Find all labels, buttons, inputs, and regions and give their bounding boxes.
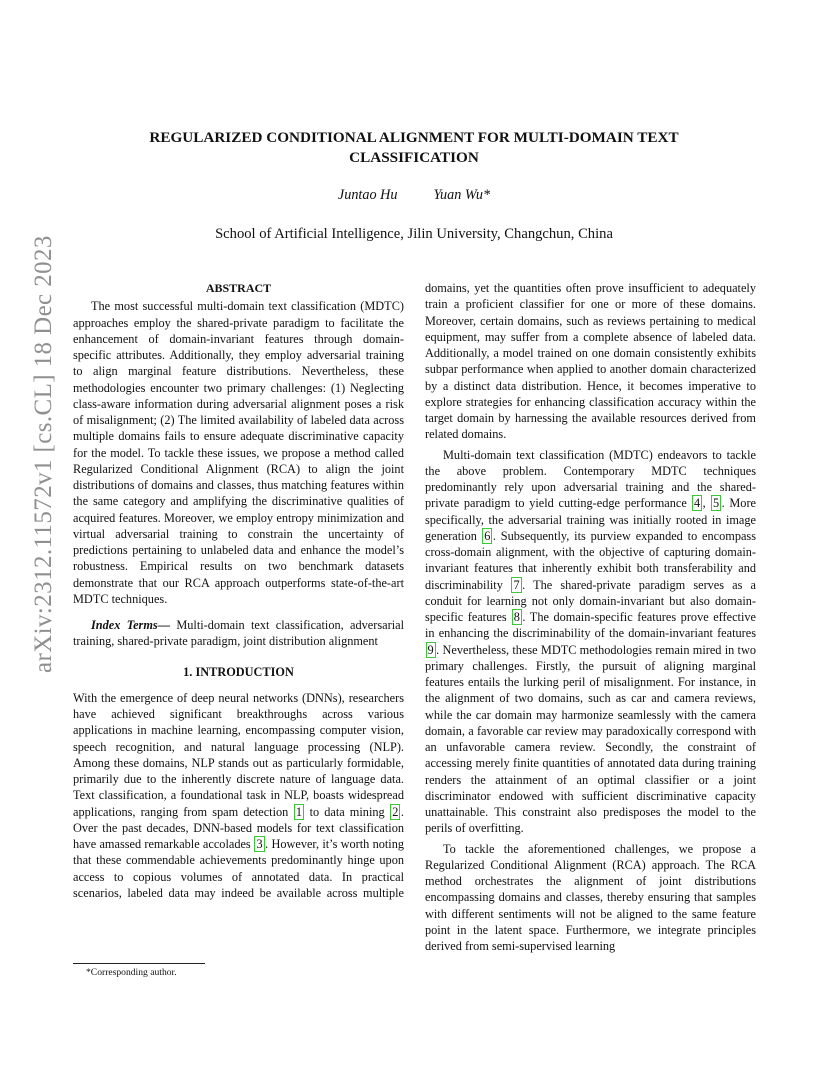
section-heading: 1. INTRODUCTION <box>183 664 294 679</box>
citation-link[interactable]: 6 <box>484 528 491 543</box>
author-list <box>0 187 828 204</box>
author-name: Juntao Hu <box>337 187 398 203</box>
text-run: . Over the past decades, DNN-based models for text classification have amassed remarkable accolades <box>73 804 404 851</box>
footnote: *Corresponding author. <box>86 967 177 978</box>
right-column <box>425 280 756 954</box>
intro-paragraph-1 <box>73 690 404 901</box>
text-run: . Nevertheless, these MDTC methodologies remain mired in two primary challenges. Firstly, the pursuit of aligning marginal features entails the lurking peril of misalignment. For instance, in the alignment of two domains, such as car and camera reviews, while the car domain may harmonize seamlessly with the camera domain, a favorable car review may paradoxically correspond with an unfavorable camera review. Secondly, the constraint of accessing merely finite quantities of annotated data during training renders the attainment of an optimal classifier or a joint discriminator endowed with sufficient discriminative capacity unattainable. This constraint also predisposes the model to the perils of overfitting. <box>425 642 756 836</box>
citation-link[interactable]: 9 <box>427 642 434 657</box>
citation-link[interactable]: 5 <box>712 496 720 511</box>
affiliation: School of Artificial Intelligence, Jilin University, Changchun, China <box>215 226 613 242</box>
left-column <box>73 280 404 901</box>
intro-paragraph-2 <box>425 447 756 837</box>
citation-link[interactable]: 2 <box>392 804 399 819</box>
intro-paragraph-3 <box>425 841 756 955</box>
text-run: Multi-domain text classification (MDTC) endeavors to tackle the above problem. Contemporary MDTC techniques predominantly rely upon adversarial training and the shared-private paradigm to yield cutting-edge performance <box>425 447 756 511</box>
text-run: . Subsequently, its purview expanded to encompass cross-domain alignment, with the objective of capturing domain-invariant features that inherently exhibit both transferability and discriminability <box>425 528 756 592</box>
citation-link[interactable]: 8 <box>513 610 520 624</box>
citation-link[interactable]: 4 <box>694 496 701 511</box>
index-terms-label: Index Terms— <box>91 618 170 632</box>
citation-link[interactable]: 1 <box>295 804 303 819</box>
text-run: to data mining <box>309 804 385 819</box>
text-run: With the emergence of deep neural networks (DNNs), researchers have achieved significant breakthroughs across various applications in machine learning, encompassing computer vision, speech recognition, and natural language processing (NLP). Among these domains, NLP stands out as particularly formidable, primarily due to the inherently discrete nature of language data. Text classification, a foundational task in NLP, boasts widespread applications, ranging from spam detection <box>73 690 404 819</box>
index-terms-text: Multi-domain text classification, adversarial training, shared-private paradigm, joint distribution alignment <box>73 618 404 649</box>
text-run: To tackle the aforementioned challenges, we propose a Regularized Conditional Alignment (RCA) approach. The RCA method orchestrates the alignment of joint distributions encompassing domains and classes, thereby ensuring that samples with different sentiments will not be aligned to the same feature point in the latent space. Furthermore, we integrate principles derived from semi-supervised learning <box>425 841 756 953</box>
text-run: domains, yet the quantities often prove insufficient to adequately train a proficient classifier for one or more of these domains. Moreover, certain domains, such as reviews pertaining to medical equipment, may suffer from a complete absence of labeled data. Additionally, a model trained on one domain consistently exhibits subpar performance when applied to another domain characterized by a distinct data distribution. Hence, it becomes imperative to explore strategies for enhancing classification accuracy within the target domain by harnessing the available resources derived from related domains. <box>425 281 756 442</box>
text-run: . However, it’s worth noting that these commendable achievements predominantly hinge upon access to copious volumes of annotated data. In practical scenarios, labeled data may indeed be available across multiple <box>73 837 404 900</box>
text-run: , <box>702 496 711 511</box>
paper-title: REGULARIZED CONDITIONAL ALIGNMENT FOR MULTI-DOMAIN TEXT CLASSIFICATION <box>149 129 679 166</box>
text-run: . The domain-specific features prove effective in enhancing the discriminability of the domain-invariant features <box>425 610 756 641</box>
citation-link[interactable]: 7 <box>513 577 520 592</box>
index-terms <box>73 617 404 650</box>
author-name: Yuan Wu* <box>433 187 491 203</box>
abstract-heading: ABSTRACT <box>205 281 272 295</box>
citation-link[interactable]: 3 <box>256 837 263 851</box>
abstract-text: The most successful multi-domain text classification (MDTC) approaches employ the shared-private paradigm to facilitate the enhancement of domain-invariant features through domain-specific attributes. Additionally, they employ adversarial training to align marginal feature distributions. Nevertheless, these methodologies encounter two primary challenges: (1) Neglecting class-aware information during adversarial alignment poses a risk of misalignment; (2) The limited availability of labeled data across multiple domains fails to ensure adequate discriminative capacity for the model. To tackle these issues, we propose a method called Regularized Conditional Alignment (RCA) to align the joint distributions of domains and classes, thus matching features within the same category and amplifying the discriminative qualities of acquired features. Moreover, we employ entropy minimization and virtual adversarial training to constrain the uncertainty of predictions pertaining to unlabeled data and enhance the model’s robustness. Empirical results on two benchmark datasets demonstrate that our RCA approach outperforms state-of-the-art MDTC techniques. <box>73 299 404 606</box>
arxiv-stamp: arXiv:2312.11572v1 [cs.CL] 18 Dec 2023 <box>30 235 57 673</box>
footnote-rule <box>73 963 205 964</box>
text-run: . The shared-private paradigm serves as a conduit for learning not only domain-invariant but also domain-specific features <box>425 577 756 624</box>
intro-paragraph-1-continued <box>425 280 756 443</box>
text-run: . More specifically, the adversarial training was initially rooted in image generation <box>425 496 756 543</box>
